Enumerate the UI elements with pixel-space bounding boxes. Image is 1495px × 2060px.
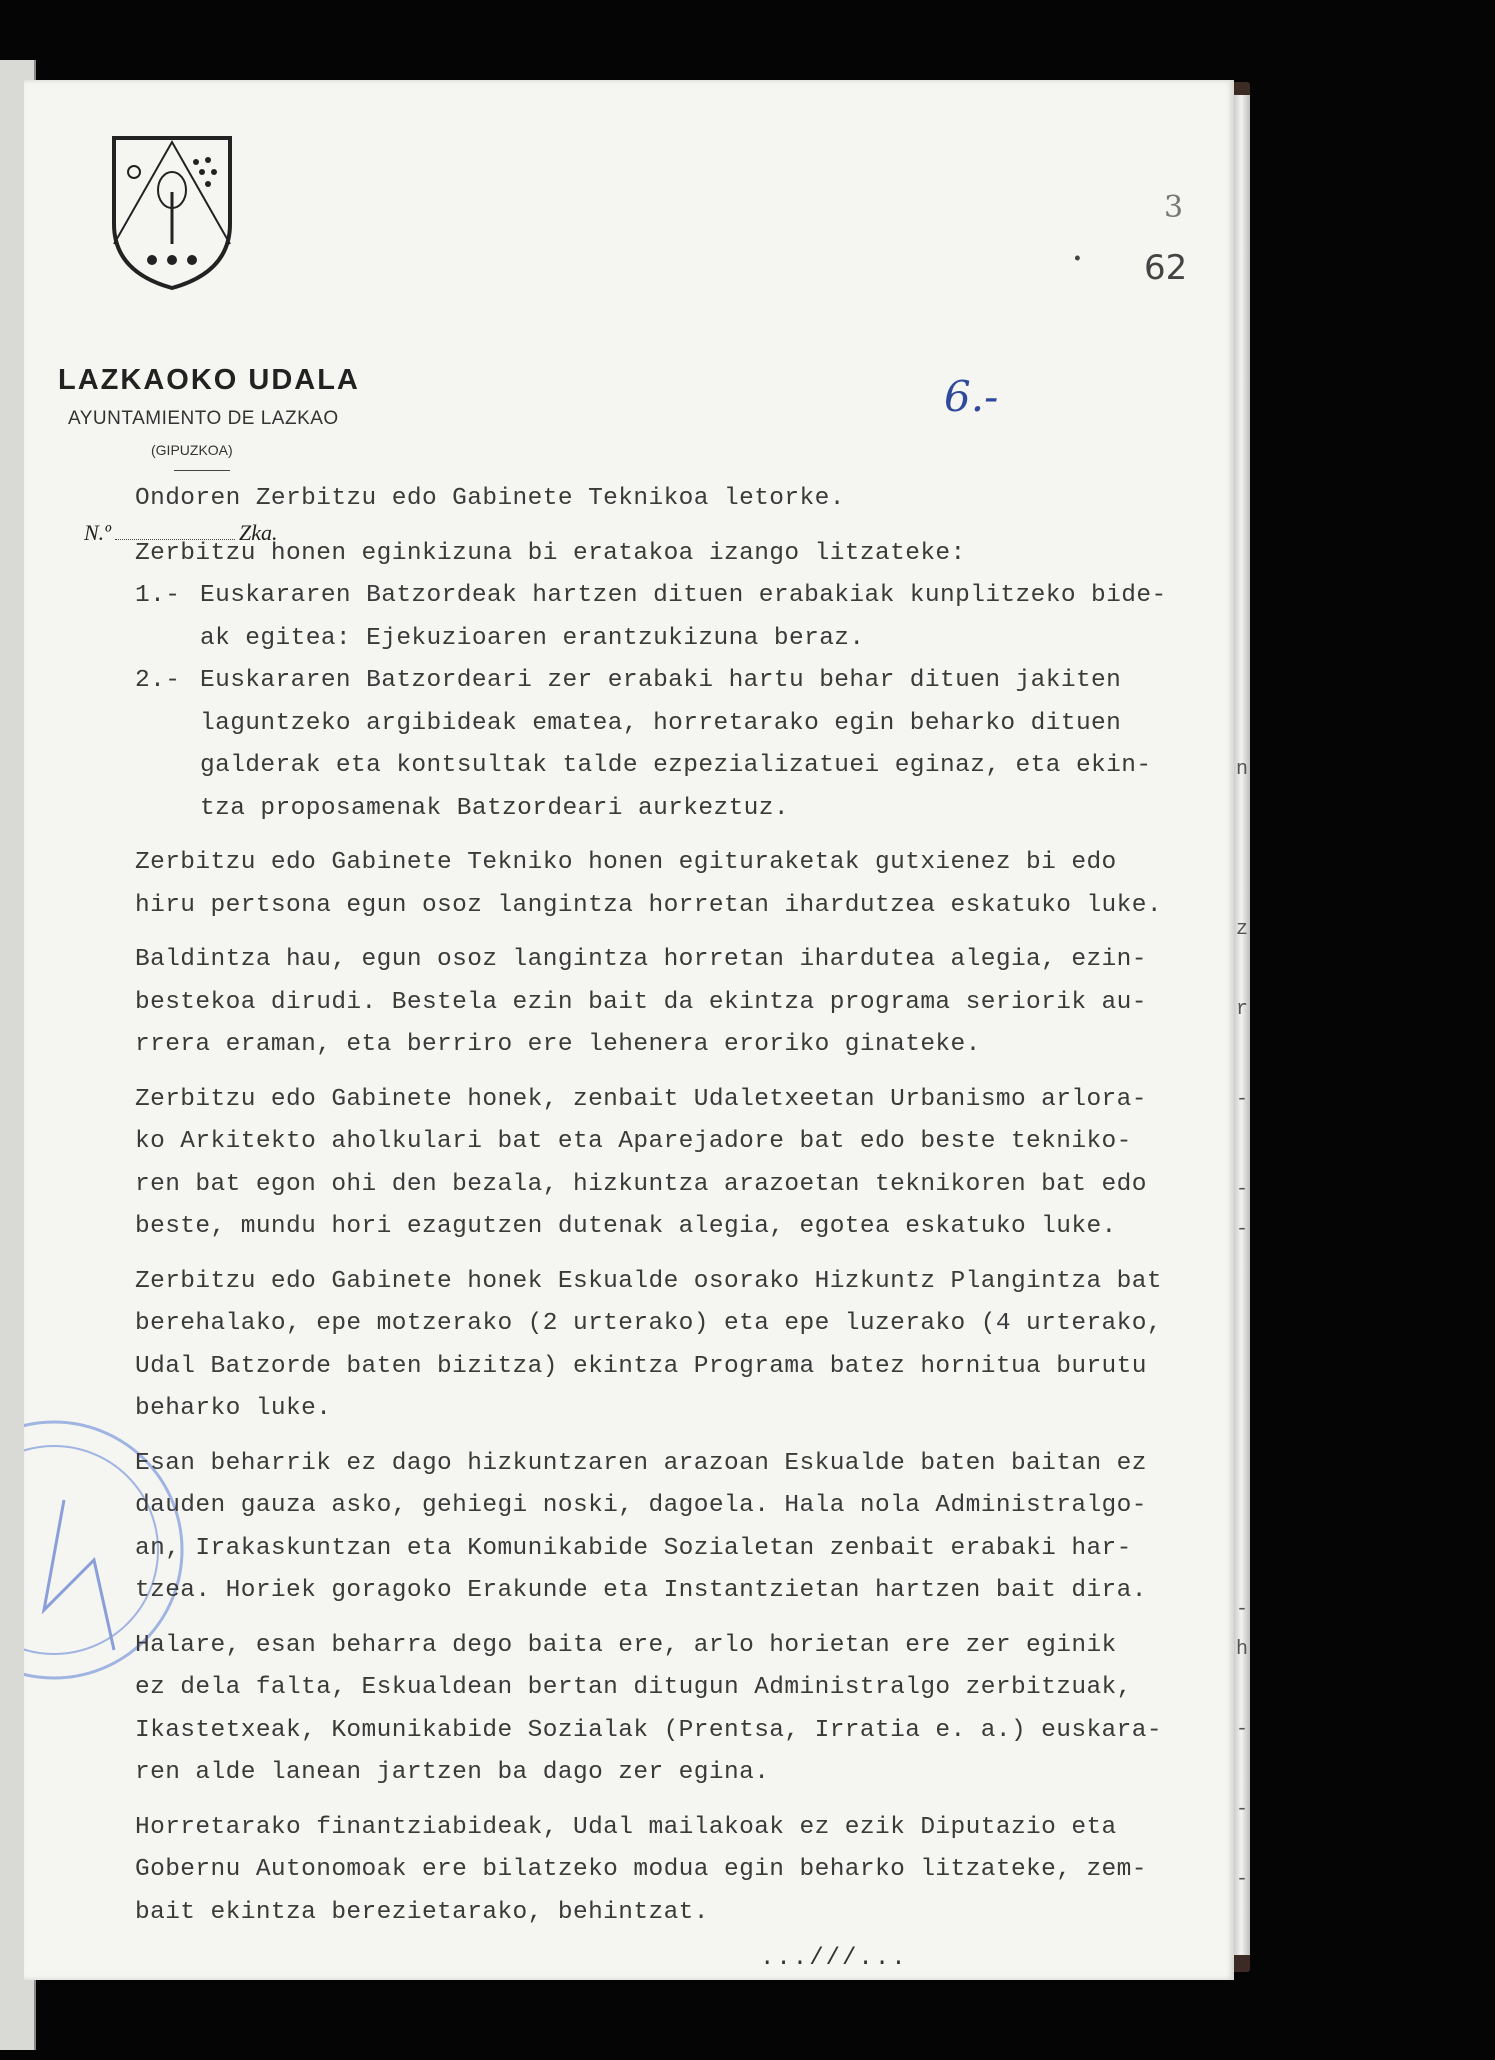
org-region: (GIPUZKOA) [151, 442, 233, 458]
divider [174, 470, 230, 471]
list-line: tza proposamenak Batzordeari aurkeztuz. [200, 794, 789, 822]
paragraph: Horretarako finantziabideak, Udal mailakoak ez ezik Diputazio eta Gobernu Autonomoak ere bilatzeko modua egin beharko litzateke, zem- bait ekintza berezietarako, behintzat. [135, 1813, 1147, 1926]
ref-suffix: Zka. [239, 520, 278, 545]
list-item [135, 660, 1230, 830]
list-number: 2.- [135, 667, 181, 694]
paragraph-tasks: Zerbitzu honen eginkizuna bi eratakoa izango litzateke: [135, 539, 966, 567]
paragraph: Halare, esan beharra dego baita ere, arlo horietan ere zer eginik ez dela falta, Eskualdean bertan ditugun Administralgo zerbitzuak, Ikastetxeak, Komunikabide Sozialak (Prentsa, Irratia e. a.) euskara- ren alde lanean jartzen ba dago zer egina. [135, 1631, 1162, 1786]
coat-of-arms-icon [108, 132, 236, 292]
ref-prefix: N.º [84, 520, 111, 545]
org-subtitle: AYUNTAMIENTO DE LAZKAO [68, 408, 339, 429]
archive-mark: 3 [1164, 190, 1184, 225]
list-line: Euskararen Batzordeari zer erabaki hartu behar dituen jakiten [200, 667, 1122, 694]
paragraph: Zerbitzu edo Gabinete Tekniko honen egituraketak gutxienez bi edo hiru pertsona egun osoz langintza horretan ihardutzea eskatuko luke. [135, 849, 1162, 919]
page-number: 62 [1144, 248, 1188, 288]
ink-dot: • [1072, 250, 1083, 270]
paragraph-intro: Ondoren Zerbitzu edo Gabinete Teknikoa letorke. [135, 485, 845, 512]
paragraph: Zerbitzu edo Gabinete honek Eskualde osorako Hizkuntz Plangintza bat berehalako, epe motzerako (2 urterako) eta epe luzerako (4 urterako, Udal Batzorde baten bizitza) ekintza Programa batez hornitua burutu beharko luke. [135, 1267, 1162, 1422]
list-number: 1.- [135, 582, 181, 609]
list-item [135, 575, 1230, 660]
list-line: Euskararen Batzordeak hartzen dituen erabakiak kunplitzeko bide- [200, 582, 1167, 609]
handwritten-note: 6.- [944, 372, 999, 421]
paragraph: Zerbitzu edo Gabinete honek, zenbait Udaletxeetan Urbanismo arlora- ko Arkitekto aholkulari bat eta Aparejadore bat edo beste tekniko- ren bat egon ohi den bezala, hizkuntza arazoetan teknikoren bat edo beste, mundu hori ezagutzen dutenak alegia, egotea eskatuko luke. [135, 1085, 1147, 1240]
continuation-mark: ...///... [760, 1945, 908, 1972]
list-line: laguntzeko argibideak ematea, horretarako egin beharko dituen [200, 709, 1122, 737]
paragraph: Esan beharrik ez dago hizkuntzaren arazoan Eskualde baten baitan ez dauden gauza asko, gehiegi noski, dagoela. Hala nola Administralgo- an, Irakaskuntzan eta Komunikabide Sozialetan zenbait erabaki har- tzea. Horiek goragoko Erakunde eta Instantzietan hartzen bait dira. [135, 1449, 1147, 1604]
paragraph: Baldintza hau, egun osoz langintza horretan ihardutea alegia, ezin- bestekoa dirudi. Bestela ezin bait da ekintza programa seriorik au- rrera eraman, eta berriro ere lehenera eroriko ginateke. [135, 946, 1147, 1058]
document-body [135, 478, 1230, 1946]
org-name: LAZKAOKO UDALA [58, 364, 360, 396]
list-line: galderak eta kontsultak talde ezpezializatuei eginaz, eta ekin- [200, 752, 1152, 779]
list-line: ak egitea: Ejekuzioaren erantzukizuna beraz. [200, 624, 865, 652]
